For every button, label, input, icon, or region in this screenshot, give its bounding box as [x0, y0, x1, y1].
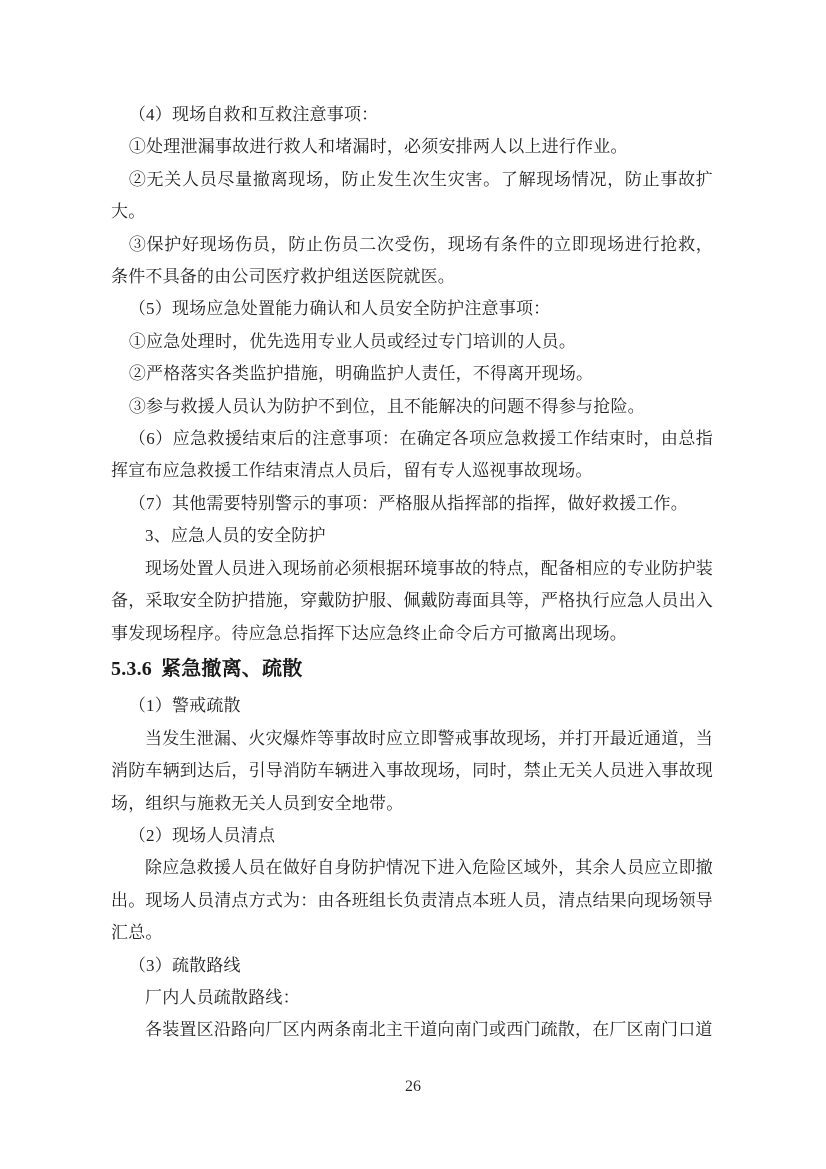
list-item: ③参与救援人员认为防护不到位，且不能解决的问题不得参与抢险。 [128, 396, 645, 416]
page-number: 26 [405, 1078, 421, 1095]
paragraph: 厂内人员疏散路线： [145, 987, 300, 1007]
paragraph: 当发生泄漏、火灾爆炸等事故时应立即警戒事故现场，并打开最近通道，当消防车辆到达后，引导消防车辆进入事故现场，同时，禁止无关人员进入事故现场，组织与施救无关人员到安全地带。 [111, 728, 713, 813]
section-title: 紧急撤离、疏散 [161, 657, 303, 680]
paragraph: 除应急救援人员在做好自身防护情况下进入危险区域外，其余人员应立即撤出。现场人员清点方式为：由各班组长负责清点本班人员，清点结果向现场领导汇总。 [111, 858, 713, 943]
list-item: （6）应急救援结束后的注意事项：在确定各项应急救援工作结束时，由总指挥宣布应急救援工作结束清点人员后，留有专人巡视事故现场。 [111, 429, 713, 481]
list-item: （7）其他需要特别警示的事项：严格服从指挥部的指挥，做好救援工作。 [128, 493, 688, 513]
list-item: （1）警戒疏散 [128, 696, 241, 716]
document-body [111, 99, 713, 1047]
list-item: （3）疏散路线 [128, 955, 241, 975]
page-footer [0, 1078, 826, 1096]
list-item: （5）现场应急处置能力确认和人员安全防护注意事项： [128, 299, 551, 319]
list-item: ①应急处理时，优先选用专业人员或经过专门培训的人员。 [128, 331, 577, 351]
list-item: ①处理泄漏事故进行救人和堵漏时，必须安排两人以上进行作业。 [128, 137, 628, 157]
list-item: ②严格落实各类监护措施，明确监护人责任，不得离开现场。 [128, 364, 594, 384]
list-item: （4）现场自救和互救注意事项： [128, 105, 379, 124]
paragraph: 3、应急人员的安全防护 [145, 526, 326, 546]
list-item: （2）现场人员清点 [128, 825, 276, 845]
section-number: 5.3.6 [111, 657, 152, 680]
list-item: ②无关人员尽量撤离现场，防止发生次生灾害。了解现场情况，防止事故扩大。 [111, 169, 713, 222]
paragraph: 现场处置人员进入现场前必须根据环境事故的特点，配备相应的专业防护装备，采取安全防护措施，穿戴防护服、佩戴防毒面具等，严格执行应急人员出入事发现场程序。待应急总指挥下达应急终止命令后方可撤离出现场。 [111, 558, 713, 643]
section-heading [111, 653, 713, 685]
list-item: ③保护好现场伤员，防止伤员二次受伤，现场有条件的立即现场进行抢救，条件不具备的由公司医疗救护组送医院就医。 [111, 234, 713, 287]
paragraph: 各装置区沿路向厂区内两条南北主干道向南门或西门疏散，在厂区南门口道 [145, 1020, 713, 1040]
